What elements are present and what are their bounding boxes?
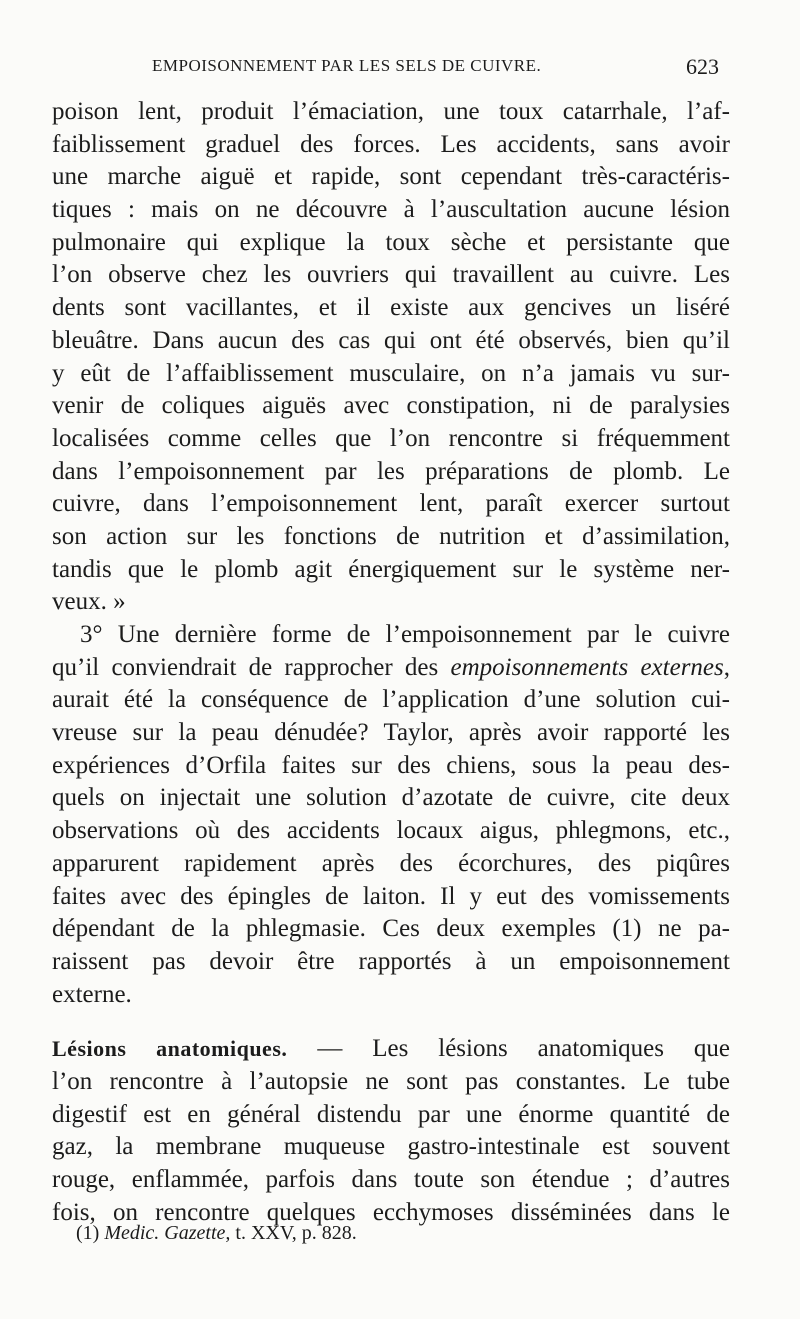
footnote-ref: t. XXV, p. 828. bbox=[230, 1222, 357, 1244]
text-line: faiblissement graduel des forces. Les accidents, sans avoir bbox=[52, 130, 730, 158]
text-line: dents sont vacillantes, et il existe aux gencives un liséré bbox=[52, 294, 730, 322]
text-line: vreuse sur la peau dénudée? Taylor, après avoir rapporté les bbox=[52, 719, 730, 747]
text-line: y eût de l’affaiblissement musculaire, on n’a jamais vu sur- bbox=[52, 359, 730, 387]
text-line: digestif est en général distendu par une énorme quantité de bbox=[52, 1100, 730, 1128]
page-header bbox=[0, 50, 800, 90]
footnote-marker: (1) bbox=[76, 1222, 105, 1244]
text-line: gaz, la membrane muqueuse gastro-intestinale est souvent bbox=[52, 1133, 730, 1161]
text-line: son action sur les fonctions de nutrition et d’assimilation, bbox=[52, 522, 730, 550]
text-line: rouge, enflammée, parfois dans toute son étendue ; d’autres bbox=[52, 1166, 730, 1193]
text-line: dans l’empoisonnement par les préparations de plomb. Le bbox=[52, 457, 730, 485]
text-line: aurait été la conséquence de l’application d’une solution cui- bbox=[52, 686, 730, 714]
text-line: venir de coliques aiguës avec constipation, ni de paralysies bbox=[52, 392, 730, 420]
body-text bbox=[52, 96, 730, 1229]
text-line: pulmonaire qui explique la toux sèche et persistante que bbox=[52, 228, 730, 256]
text-line: tandis que le plomb agit énergiquement sur le système ner- bbox=[52, 555, 730, 583]
text-segment: qu’il conviendrait de rapprocher des bbox=[52, 653, 451, 681]
text-line: fois, on rencontre quelques ecchymoses disséminées dans le bbox=[52, 1198, 730, 1226]
text-line: quels on injectait une solution d’azotate de cuivre, cite deux bbox=[52, 784, 730, 812]
running-head: EMPOISONNEMENT PAR LES SELS DE CUIVRE. bbox=[152, 56, 542, 75]
text-line: observations où des accidents locaux aigus, phlegmons, etc., bbox=[52, 817, 730, 845]
text-line: expériences d’Orfila faites sur des chiens, sous la peau des- bbox=[52, 751, 730, 779]
text-line: raissent pas devoir être rapportés à un empoisonnement bbox=[52, 947, 730, 975]
text-line: une marche aiguë et rapide, sont cependant très-caractéris- bbox=[52, 163, 730, 191]
text-segment: , bbox=[723, 653, 730, 681]
text-line: localisées comme celles que l’on rencontre si fréquemment bbox=[52, 424, 730, 452]
text-line: cuivre, dans l’empoisonnement lent, paraît exercer surtout bbox=[52, 490, 730, 518]
text-line: poison lent, produit l’émaciation, une toux catarrhale, l’af- bbox=[52, 98, 730, 125]
text-line: dépendant de la phlegmasie. Ces deux exemples (1) ne pa- bbox=[52, 915, 730, 943]
paragraph-lesions-anatomiques bbox=[52, 1033, 730, 1229]
paragraph-empoisonnements-externes bbox=[52, 619, 730, 1011]
page-number: 623 bbox=[686, 54, 719, 79]
text-line: 3° Une dernière forme de l’empoisonnement par le cuivre bbox=[80, 621, 730, 648]
text-line: tiques : mais on ne découvre à l’auscultation aucune lésion bbox=[52, 196, 730, 224]
text-line: faites avec des épingles de laiton. Il y eut des vomissements bbox=[52, 882, 730, 910]
text-line: externe. bbox=[52, 980, 132, 1008]
text-line: bleuâtre. Dans aucun des cas qui ont été observés, bien qu’il bbox=[52, 326, 730, 354]
text-line: l’on rencontre à l’autopsie ne sont pas constantes. Le tube bbox=[52, 1067, 730, 1095]
footnote bbox=[76, 1222, 357, 1245]
section-lead: Lésions anatomiques. bbox=[52, 1036, 288, 1062]
text-line: apparurent rapidement après des écorchures, des piqûres bbox=[52, 849, 730, 877]
paragraph-gap bbox=[52, 1011, 730, 1033]
text-segment: — Les lésions anatomiques que bbox=[287, 1035, 730, 1063]
text-line bbox=[52, 652, 730, 685]
text-line bbox=[52, 1033, 730, 1066]
text-line: l’on observe chez les ouvriers qui travaillent au cuivre. Les bbox=[52, 261, 730, 289]
italic-term: empoisonnements externes bbox=[450, 653, 724, 681]
paragraph-poison-lent bbox=[52, 96, 730, 619]
footnote-source: Medic. Gazette, bbox=[104, 1222, 231, 1244]
text-line: veux. » bbox=[52, 588, 126, 616]
